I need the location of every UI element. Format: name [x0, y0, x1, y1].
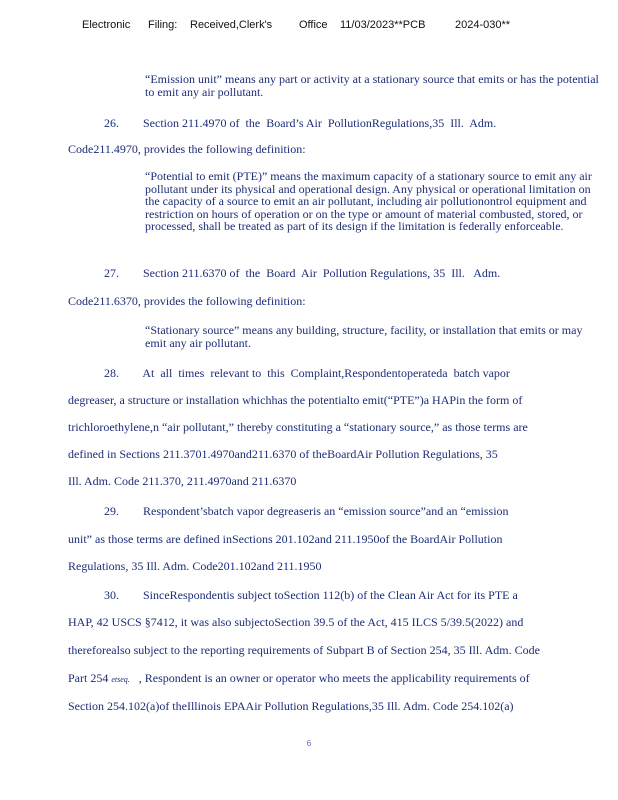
header-electronic: Electronic: [82, 19, 131, 31]
para-29-line-2: unit” as those terms are defined inSections 201.102and 211.1950of the BoardAir Pollution: [68, 532, 503, 546]
para-28-line-1: 28. At all times relevant to this Complaint,Respondentoperateda batch vapor: [104, 366, 510, 380]
para-30-line-1: 30. SinceRespondentis subject toSection 112(b) of the Clean Air Act for its PTE a: [104, 588, 518, 602]
para-30-line-5: Section 254.102(a)of theIllinois EPAAir Pollution Regulations,35 Ill. Adm. Code 254.102(a): [68, 699, 514, 713]
header-filing: Filing:: [148, 19, 178, 31]
header-date: 11/03/2023**PCB: [340, 19, 426, 31]
para-28-line-5: Ill. Adm. Code 211.370, 211.4970and 211.6370: [68, 474, 297, 488]
para-30-line-2: HAP, 42 USCS §7412, it was also subjectoSection 39.5 of the Act, 415 ILCS 5/39.5(2022) and: [68, 615, 524, 629]
para-29-line-1: 29. Respondent’sbatch vapor degreaseris an “emission source”and an “emission: [104, 504, 509, 518]
para-27-line-1: 27. Section 211.6370 of the Board Air Pollution Regulations, 35 Ill. Adm.: [104, 266, 501, 280]
para-28-line-3: trichloroethylene,n “air pollutant,” thereby constituting a “stationary source,” as those terms are: [68, 420, 528, 434]
header-received: Received,Clerk's: [190, 19, 273, 31]
para-26-line-1: 26. Section 211.4970 of the Board’s Air PollutionRegulations,35 Ill. Adm.: [104, 116, 497, 130]
page-number: 6: [306, 739, 312, 748]
header-docket: 2024-030**: [455, 19, 511, 31]
quote-emission-unit: “Emission unit” means any part or activity at a stationary source that emits or has the potential to emit any air pollutant.: [145, 72, 599, 99]
et-seq-text: etseq.: [111, 675, 130, 684]
para-30-line-4: [68, 671, 530, 687]
header-office: Office: [299, 19, 328, 31]
quote-stationary-source: “Stationary source” means any building, structure, facility, or installation that emits or may emit any air pollutant.: [145, 323, 583, 350]
para-28-line-2: degreaser, a structure or installation whichhas the potentialto emit(“PTE”)a HAPin the form of: [68, 393, 523, 407]
part-254-text: Part 254: [68, 671, 109, 685]
para-30-line-3: thereforealso subject to the reporting requirements of Subpart B of Section 254, 35 Ill. Adm. Code: [68, 643, 540, 657]
filing-header: [0, 19, 618, 35]
para-26-line-2: Code211.4970, provides the following definition:: [68, 142, 306, 156]
para-27-line-2: Code211.6370, provides the following definition:: [68, 294, 306, 308]
para-29-line-3: Regulations, 35 Ill. Adm. Code201.102and 211.1950: [68, 559, 322, 573]
quote-pte: “Potential to emit (PTE)” means the maximum capacity of a stationary source to emit any air pollutant under its physical and operational design. Any physical or operational limitation on the capacity of a source to emit an air pollutant, including air pollutionontrol equipment and restriction on hours of operation or on the type or amount of material combusted, stored, or processed, shall be treated as part of its design if the limitation is federally enforceable.: [145, 169, 592, 233]
para-28-line-4: defined in Sections 211.3701.4970and211.6370 of theBoardAir Pollution Regulations, 35: [68, 447, 498, 461]
para-30-line-4-rest: , Respondent is an owner or operator who meets the applicability requirements of: [129, 671, 530, 685]
